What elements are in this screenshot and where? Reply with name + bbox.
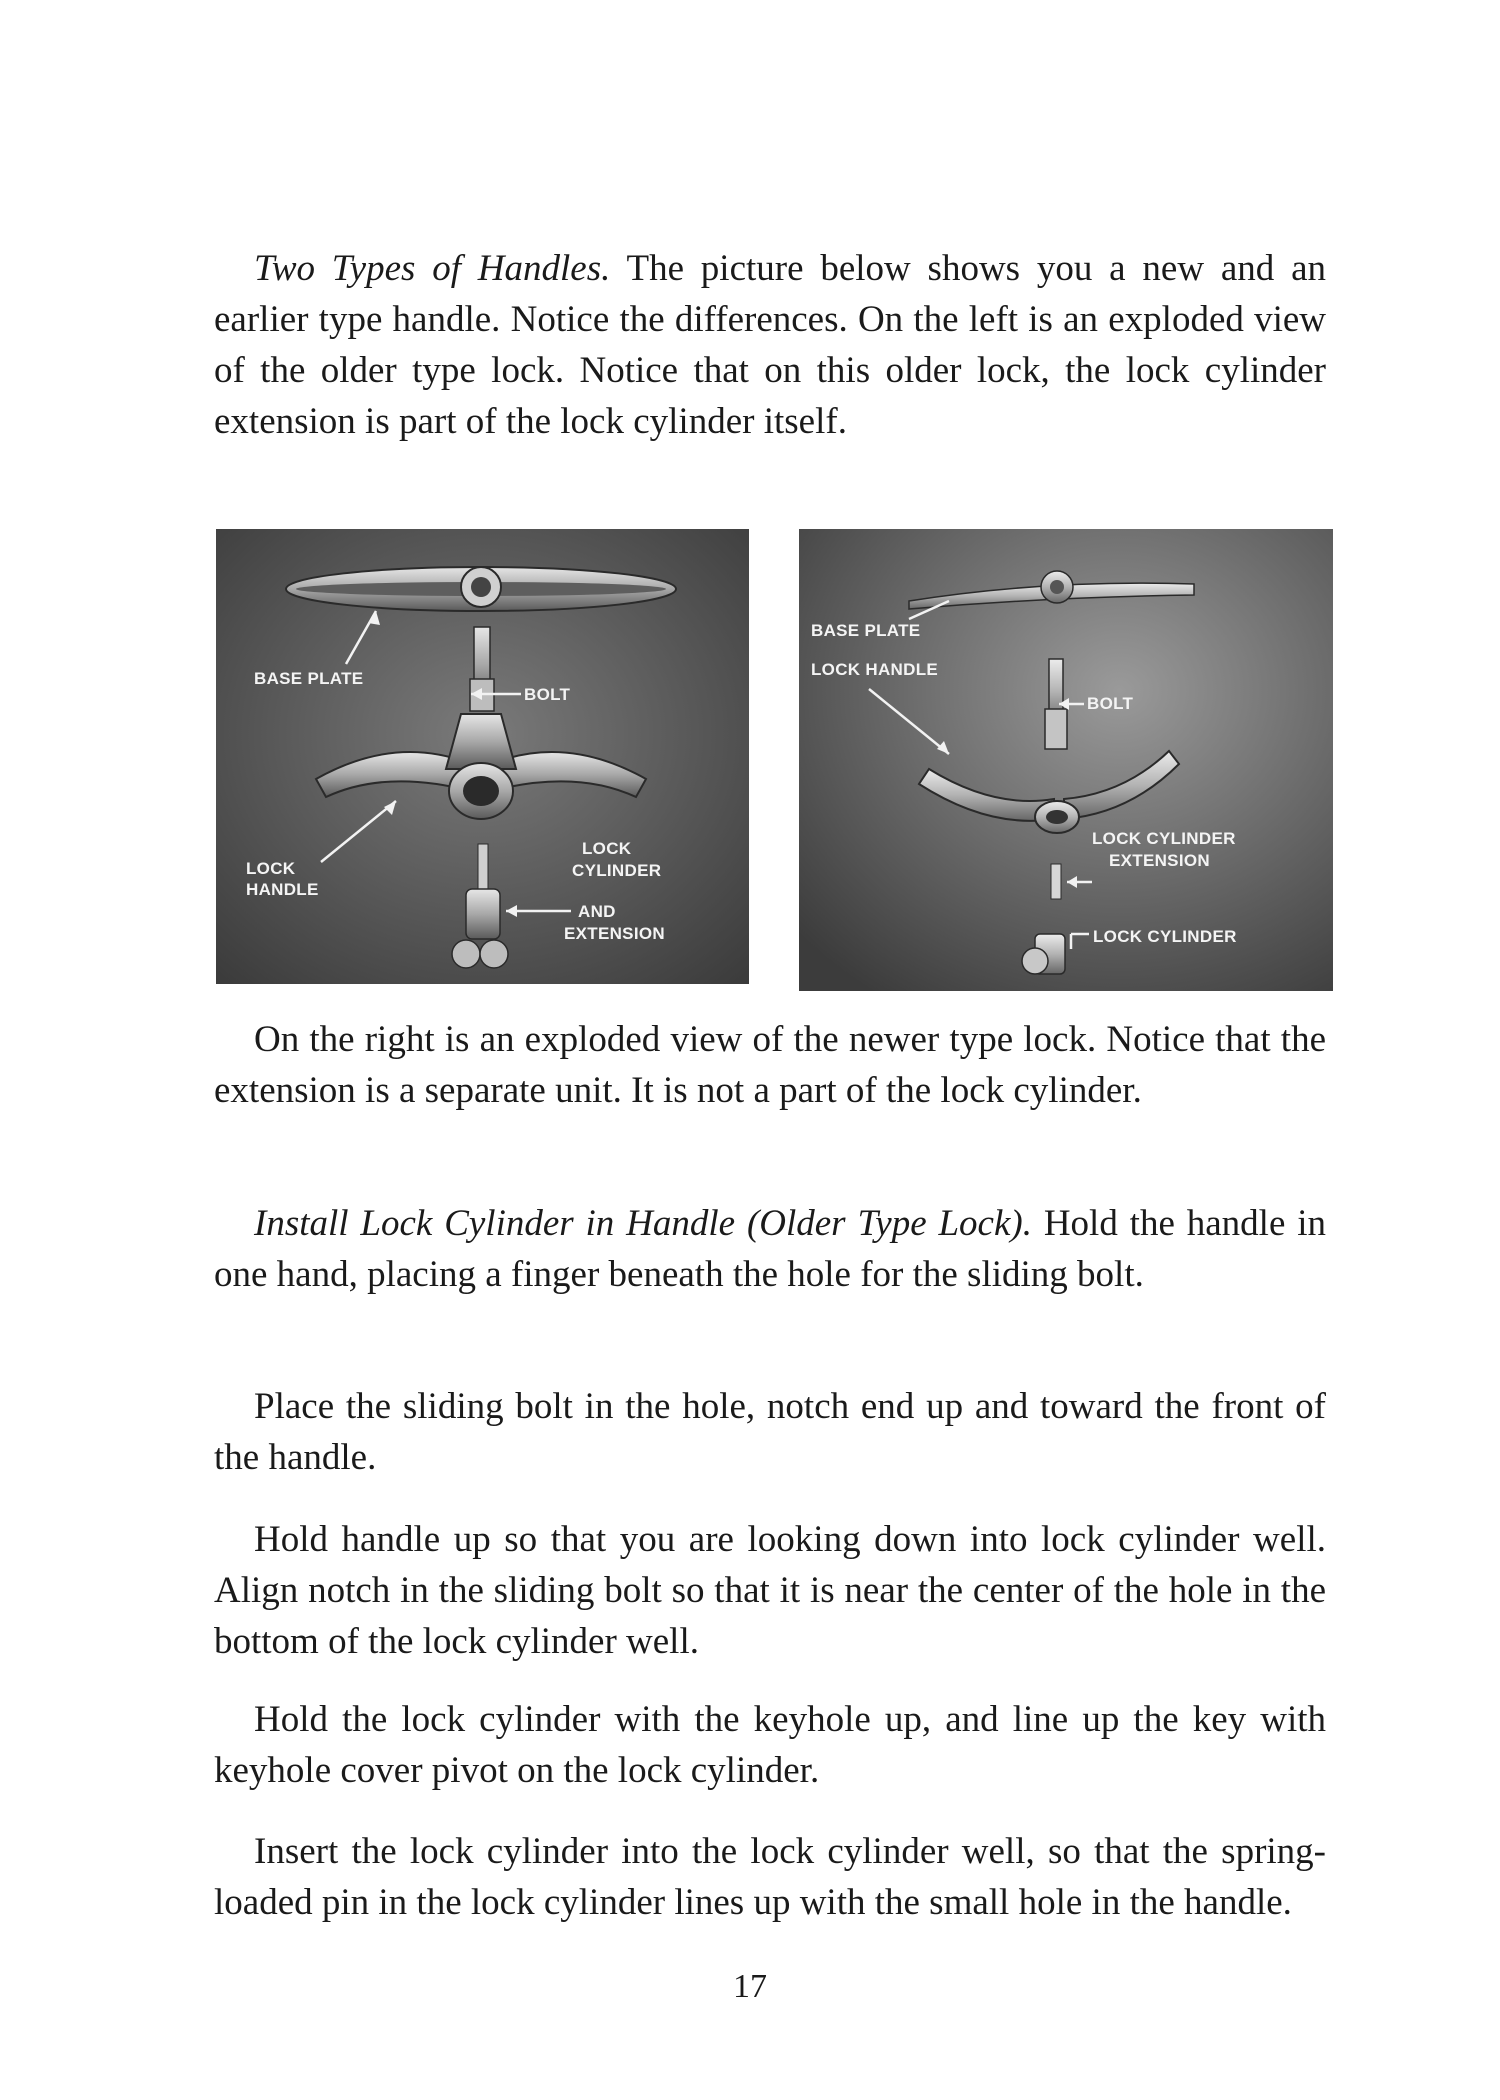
paragraph-newer-lock <box>214 1014 1326 1116</box>
label-base-plate: BASE PLATE <box>811 621 921 640</box>
label-bolt: BOLT <box>524 685 571 704</box>
label-extension-line2: CYLINDER <box>572 861 662 880</box>
photo-newer-lock <box>799 529 1333 991</box>
paragraph-run-in-title: Install Lock Cylinder in Handle (Older Type Lock). <box>254 1203 1032 1244</box>
paragraph-text: On the right is an exploded view of the newer type lock. Notice that the extension is a separate unit. It is not a part of the lock cylinder. <box>214 1019 1326 1111</box>
page-number: 17 <box>733 1968 767 2005</box>
label-lock-handle-line1: LOCK <box>246 859 296 878</box>
paragraph-two-types <box>214 243 1326 447</box>
paragraph-text: Insert the lock cylinder into the lock cylinder well, so that the spring-loaded pin in the lock cylinder lines up with the small hole in the handle. <box>214 1831 1326 1923</box>
label-extension-line3: AND <box>578 902 616 921</box>
label-extension-line1: LOCK <box>582 839 632 858</box>
label-lock-cylinder: LOCK CYLINDER <box>1093 927 1237 946</box>
paragraph-align-notch <box>214 1514 1326 1667</box>
paragraph-insert-cylinder <box>214 1826 1326 1928</box>
paragraph-text: Place the sliding bolt in the hole, notch end up and toward the front of the handle. <box>214 1386 1326 1478</box>
photo-older-lock <box>216 529 749 984</box>
label-extension-line2: EXTENSION <box>1109 851 1210 870</box>
paragraph-text: Hold the lock cylinder with the keyhole up, and line up the key with keyhole cover pivot on the lock cylinder. <box>214 1699 1326 1791</box>
paragraph-text: The picture below shows you a new and an earlier type handle. Notice the differences. On the left is an exploded view of the older type lock. Notice that on this older lock, the lock cylinder extension is part of the lock cylinder itself. <box>214 248 1326 442</box>
paragraph-install-heading <box>214 1198 1326 1300</box>
label-extension-line1: LOCK CYLINDER <box>1092 829 1236 848</box>
newer-lock-illustration <box>799 529 1333 991</box>
paragraph-text: Hold handle up so that you are looking down into lock cylinder well. Align notch in the sliding bolt so that it is near the center of the hole in the bottom of the lock cylinder well. <box>214 1519 1326 1662</box>
paragraph-keyhole <box>214 1694 1326 1796</box>
label-lock-handle-line2: HANDLE <box>246 880 319 899</box>
label-lock-handle: LOCK HANDLE <box>811 660 939 679</box>
label-bolt: BOLT <box>1087 694 1134 713</box>
paragraph-sliding-bolt <box>214 1381 1326 1483</box>
paragraph-text: Hold the handle in one hand, placing a finger beneath the hole for the sliding bolt. <box>214 1203 1326 1295</box>
label-base-plate: BASE PLATE <box>254 669 364 688</box>
older-lock-illustration <box>216 529 749 984</box>
label-extension-line4: EXTENSION <box>564 924 665 943</box>
paragraph-run-in-title: Two Types of Handles. <box>254 248 611 289</box>
